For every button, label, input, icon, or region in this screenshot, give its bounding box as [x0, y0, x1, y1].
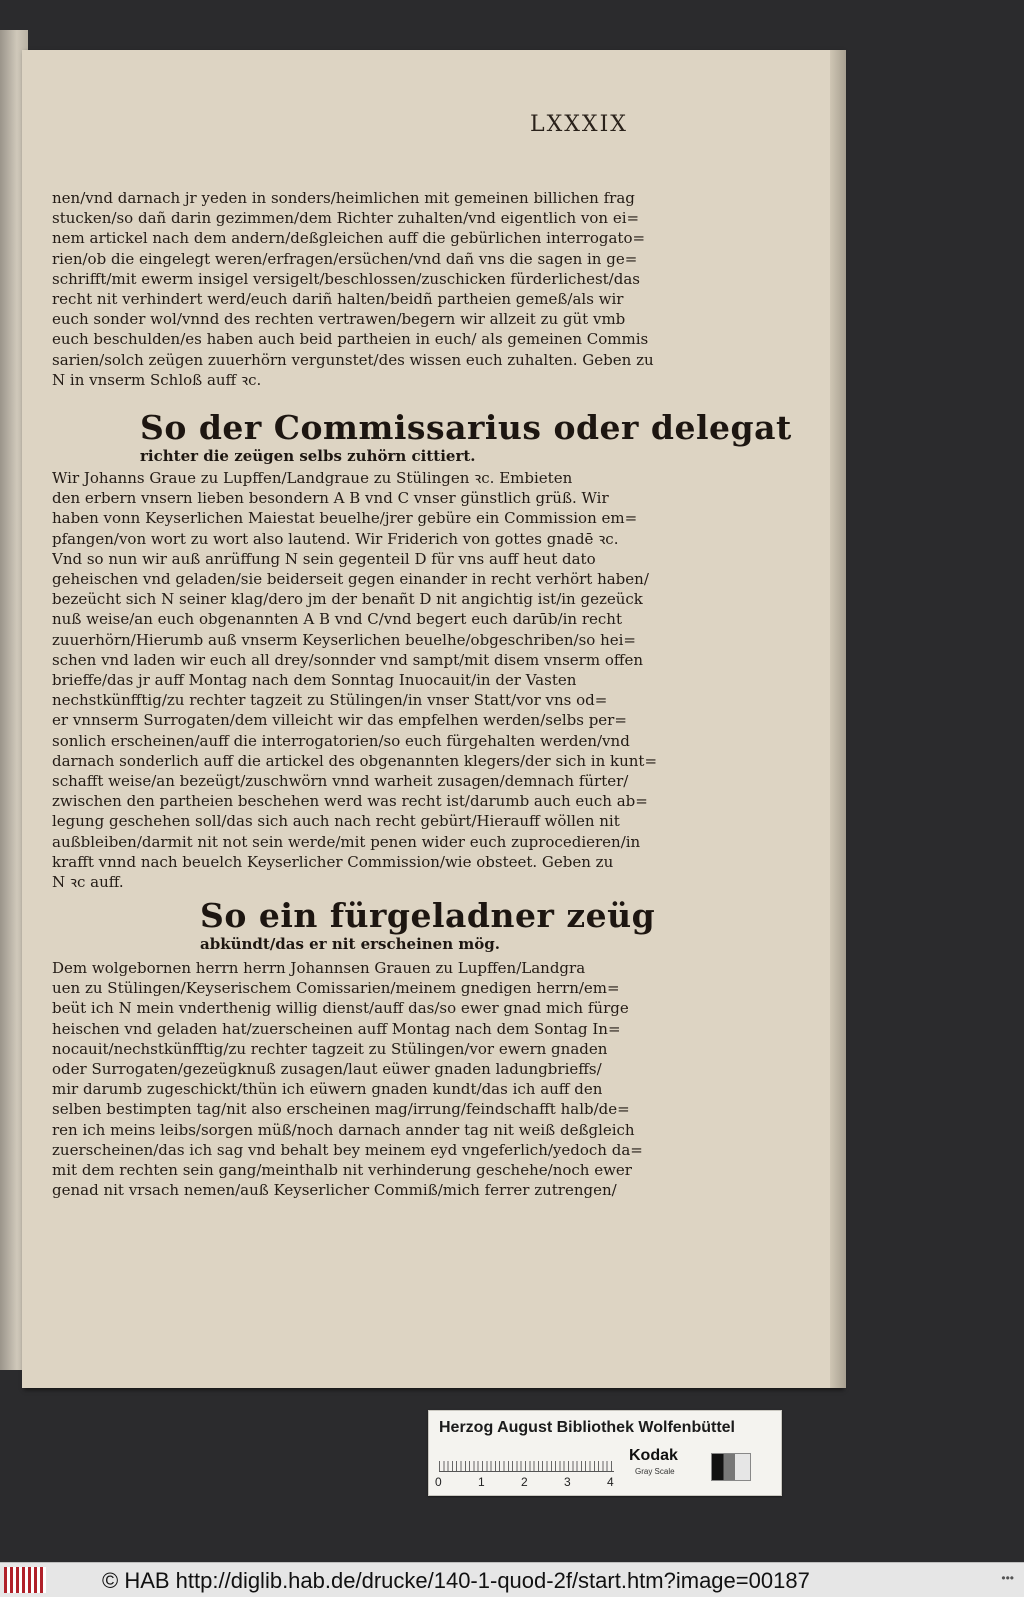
text-line: mir darumb zugeschickt/thün ich eüwern gnaden kundt/das ich auff den — [52, 1080, 603, 1099]
text-line: N in vnserm Schloß auff ꝛc. — [52, 370, 262, 389]
text-block-1 — [52, 188, 694, 390]
text-line: genad nit vrsach nemen/auß Keyserlicher Commiß/mich ferrer zutrengen/ — [52, 1181, 617, 1200]
heading-1-sub: richter die zeügen selbs zuhörn cittiert. — [140, 447, 476, 465]
text-line: pfangen/von wort zu wort also lautend. Wir Friderich von gottes gnadē ꝛc. — [52, 529, 619, 548]
heading-1-main: So der Commissarius oder delegat — [140, 408, 792, 447]
section-heading-2 — [200, 896, 655, 953]
text-line: selben bestimpten tag/nit also erscheinen mag/irrung/feindschafft halb/de= — [52, 1100, 630, 1119]
text-line: Vnd so nun wir auß anrüffung N sein gegenteil D für vns auff heut dato — [52, 549, 596, 568]
text-line: rien/ob die eingelegt weren/erfragen/ersüchen/vnd dañ vns die sagen in ge= — [52, 249, 638, 268]
text-line: darnach sonderlich auff die artickel des obgenannten klegers/der sich in kunt= — [52, 751, 658, 770]
scale-number: 0 — [435, 1475, 442, 1489]
text-line: legung geschehen soll/das sich auch nach recht gebürt/Hierauff wöllen nit — [52, 812, 620, 831]
text-line: zuuerhörn/Hierumb auß vnserm Keyserlichen beuelhe/obgeschriben/so hei= — [52, 630, 636, 649]
folio-number: LXXXIX — [530, 112, 628, 137]
text-line: sarien/solch zeügen zuuerhörn vergunstet/des wissen euch zuhalten. Geben zu — [52, 350, 654, 369]
text-line: schrifft/mit ewerm insigel versigelt/beschlossen/zuschicken fürderlichest/das — [52, 269, 640, 288]
gray-scale-swatch — [711, 1453, 751, 1481]
text-line: ren ich meins leibs/sorgen müß/noch darnach annder tag nit weiß deßgleich — [52, 1120, 635, 1139]
scale-number: 3 — [564, 1475, 571, 1489]
text-line: geheischen vnd geladen/sie beiderseit gegen einander in recht verhört haben/ — [52, 570, 649, 589]
text-line: nen/vnd darnach jr yeden in sonders/heimlichen mit gemeinen billichen frag — [52, 189, 635, 207]
library-name: Herzog August Bibliothek Wolfenbüttel — [439, 1419, 735, 1436]
page-right-edge — [830, 50, 846, 1388]
hab-logo-icon — [4, 1567, 46, 1593]
text-line: zwischen den partheien beschehen werd was recht ist/darumb auch euch ab= — [52, 792, 648, 811]
text-line: stucken/so dañ darin gezimmen/dem Richter zuhalten/vnd eigentlich von ei= — [52, 209, 640, 228]
footer-url[interactable]: © HAB http://diglib.hab.de/drucke/140-1-quod-2f/start.htm?image=00187 — [102, 1568, 810, 1593]
scale-number: 1 — [478, 1475, 485, 1489]
text-line: recht nit verhindert werd/euch dariñ halten/beidñ partheien gemeß/als wir — [52, 290, 624, 309]
text-line: Dem wolgebornen herrn herrn Johannsen Grauen zu Lupffen/Landgra — [52, 959, 586, 977]
text-line: brieffe/das jr auff Montag nach dem Sonntag Inuocauit/in der Vasten — [52, 671, 577, 690]
heading-2-main: So ein fürgeladner zeüg — [200, 896, 656, 935]
text-line: bezeücht sich N seiner klag/dero jm der benañt D nit angichtig ist/in gezeück — [52, 590, 643, 609]
text-line: N ꝛc auff. — [52, 873, 124, 892]
heading-2-sub: abkündt/das er nit erscheinen mög. — [200, 935, 500, 953]
ruler-scale — [439, 1449, 614, 1472]
text-line: euch sonder wol/vnnd des rechten vertrawen/begern wir allzeit zu güt vmb — [52, 310, 626, 329]
text-line: haben vonn Keyserlichen Maiestat beuelhe/jrer gebüre ein Commission em= — [52, 509, 638, 528]
text-line: außbleiben/darmit nit not sein werde/mit penen wider euch zuprocedieren/in — [52, 832, 641, 851]
text-line: er vnnserm Surrogaten/dem villeicht wir das empfelhen werden/selbs per= — [52, 711, 627, 730]
text-line: nechstkünfftig/zu rechter tagzeit zu Stülingen/in vnser Statt/vor vns od= — [52, 691, 608, 710]
text-line: euch beschulden/es haben auch beid partheien in euch/ als gemeinen Commis — [52, 330, 649, 349]
text-line: krafft vnnd nach beuelch Keyserlicher Commission/wie obsteet. Geben zu — [52, 852, 614, 871]
text-line: Wir Johanns Graue zu Lupffen/Landgraue zu Stülingen ꝛc. Embieten — [52, 469, 573, 487]
text-line: zuerscheinen/das ich sag vnd behalt bey meinem eyd vngeferlich/yedoch da= — [52, 1140, 643, 1159]
text-line: mit dem rechten sein gang/meinthalb nit verhinderung geschehe/noch ewer — [52, 1161, 632, 1180]
text-line: schen vnd laden wir euch all drey/sonnder vnd sampt/mit disem vnserm offen — [52, 650, 644, 669]
archive-label — [428, 1410, 782, 1496]
scale-number: 4 — [607, 1475, 614, 1489]
text-line: oder Surrogaten/gezeügknuß zusagen/laut eüwer gnaden ladungbrieffs/ — [52, 1060, 602, 1079]
section-heading-1 — [140, 408, 792, 465]
text-block-2 — [52, 468, 694, 892]
text-block-3 — [52, 958, 694, 1200]
text-line: nem artickel nach dem andern/deßgleichen auff die gebürlichen interrogato= — [52, 229, 646, 248]
text-line: sonlich erscheinen/auff die interrogatorien/so euch fürgehalten werden/vnd — [52, 731, 630, 750]
kodak-brand: Kodak — [629, 1447, 678, 1464]
gray-scale-caption: Gray Scale — [635, 1467, 675, 1476]
scale-number: 2 — [521, 1475, 528, 1489]
text-line: heischen vnd geladen hat/zuerscheinen auff Montag nach dem Sontag In= — [52, 1019, 621, 1038]
text-line: schafft weise/an bezeügt/zuschwörn vnnd warheit zusagen/demnach fürter/ — [52, 772, 629, 791]
text-line: uen zu Stülingen/Keyserischem Comissarien/meinem gnedigen herrn/em= — [52, 979, 620, 998]
text-line: beüt ich N mein vnderthenig willig dienst/auff das/so ewer gnad mich fürge — [52, 999, 629, 1018]
more-options-icon[interactable]: ••• — [1001, 1571, 1014, 1585]
text-line: nocauit/nechstkünfftig/zu rechter tagzeit zu Stülingen/vor ewern gnaden — [52, 1039, 608, 1058]
text-line: den erbern vnsern lieben besondern A B vnd C vnser günstlich grüß. Wir — [52, 489, 609, 508]
footer-bar — [0, 1562, 1024, 1597]
text-line: nuß weise/an euch obgenannten A B vnd C/vnd begert euch darūb/in recht — [52, 610, 622, 629]
